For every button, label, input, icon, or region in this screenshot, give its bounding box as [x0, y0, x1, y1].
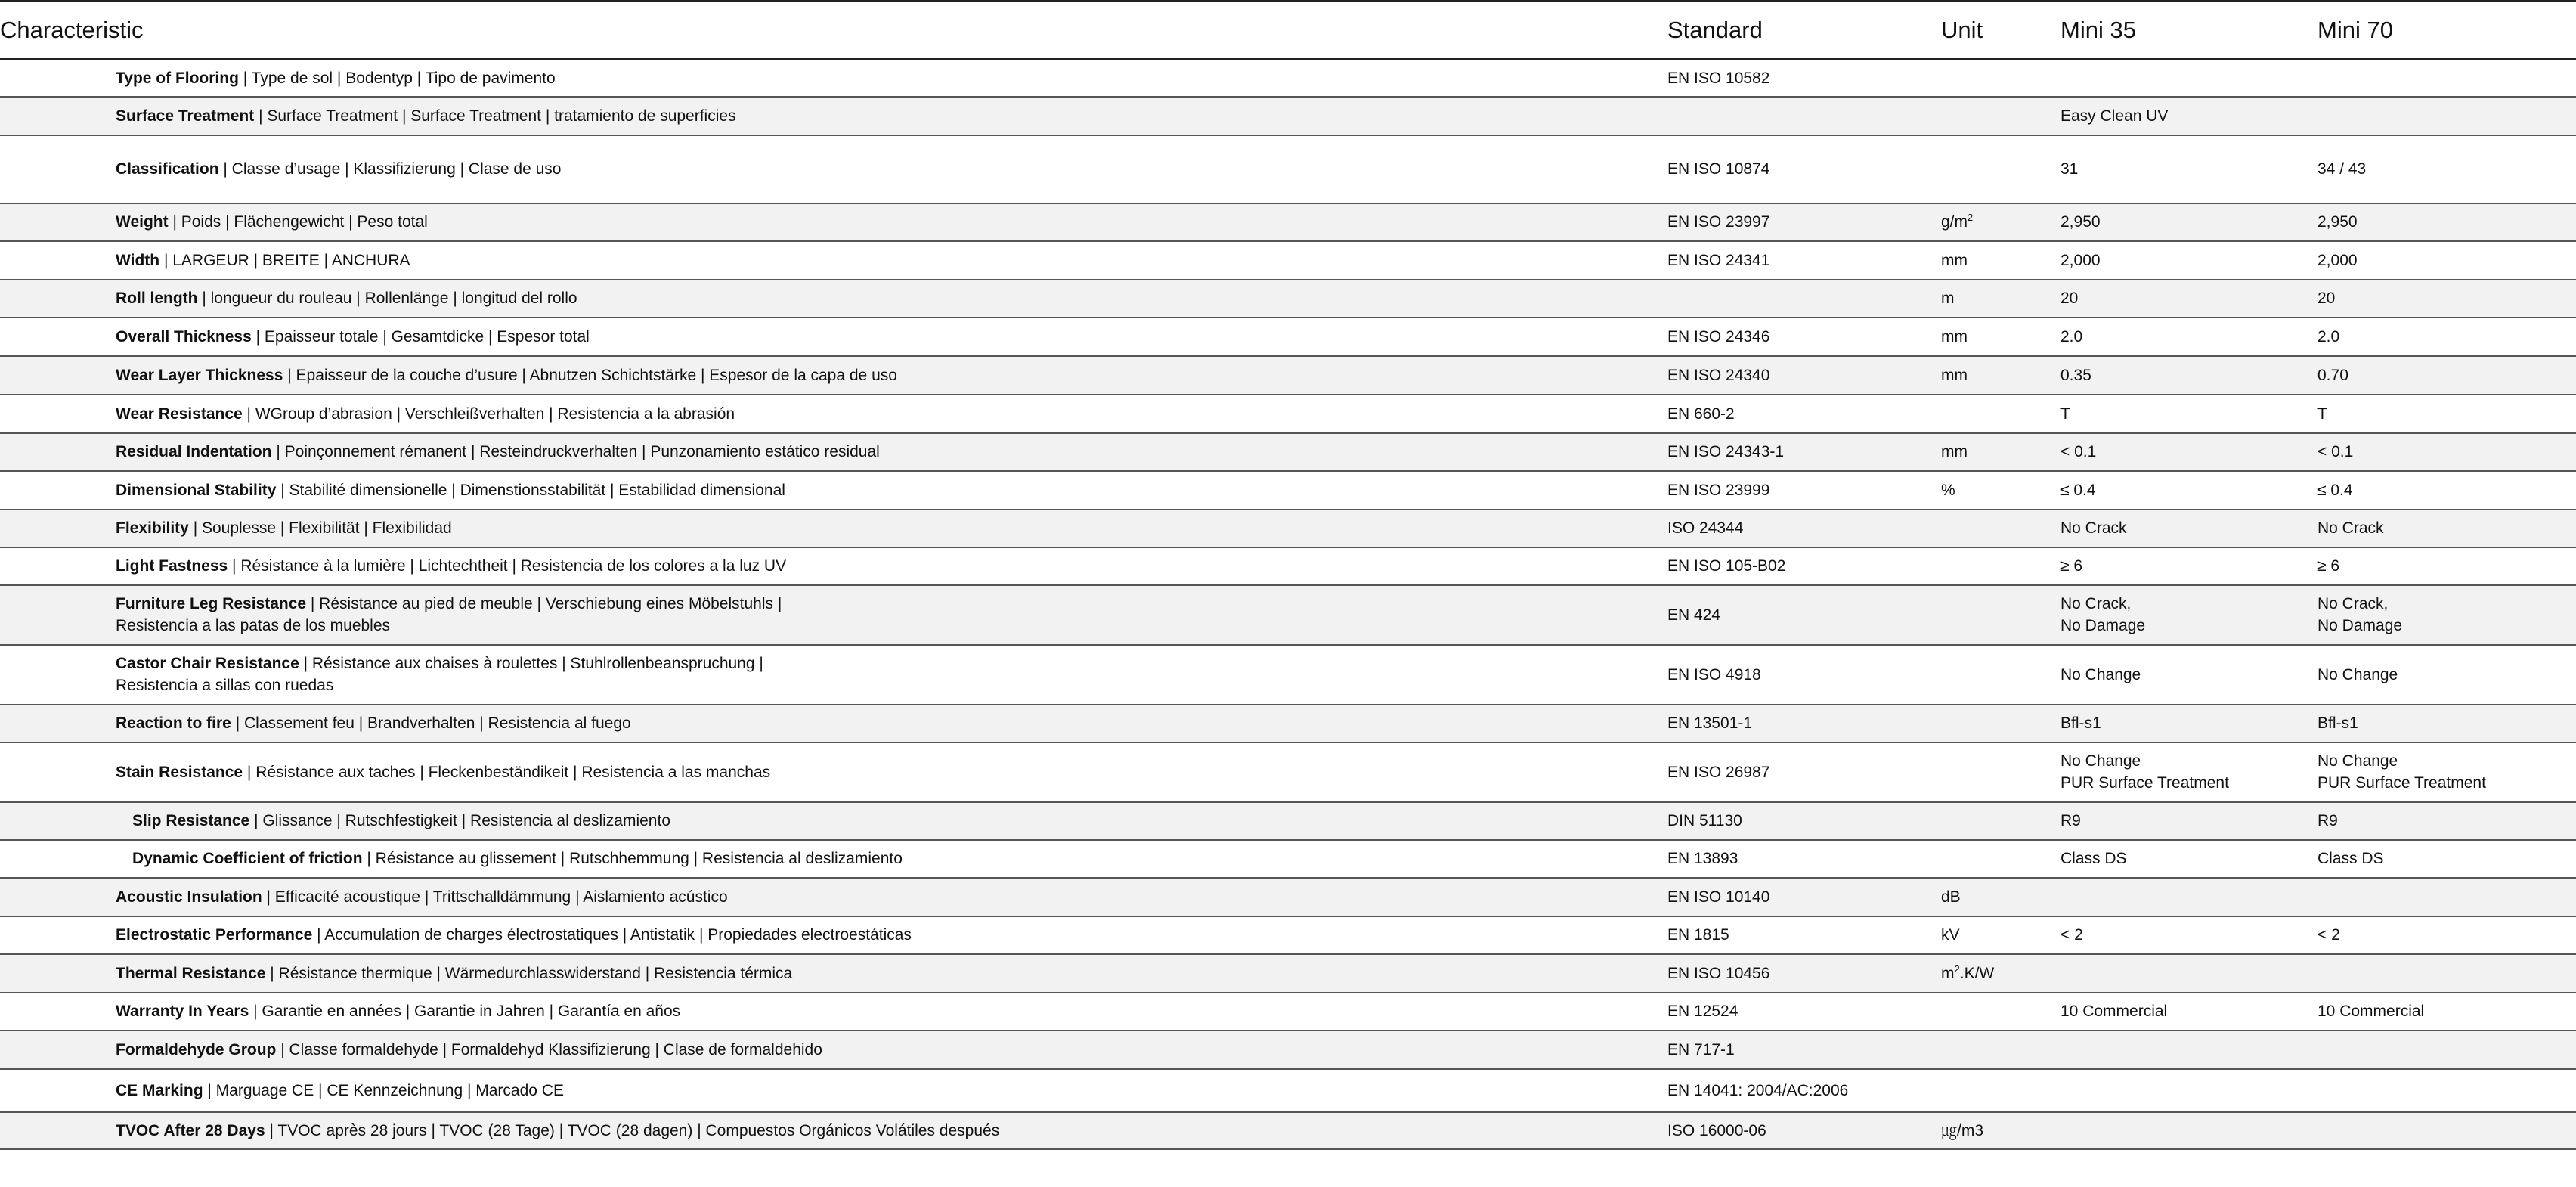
mini35-value: Easy Clean UV — [2060, 107, 2169, 125]
mini70-value: Bfl-s1 — [2317, 714, 2358, 732]
mini70-value: Class DS — [2317, 850, 2384, 867]
mini70-value: No Change — [2317, 665, 2398, 683]
unit-cell — [1941, 547, 2060, 585]
mini70-cell — [2317, 954, 2576, 993]
mini70-cell — [2317, 280, 2576, 318]
unit-cell — [1941, 916, 2060, 954]
characteristic-name: Width — [116, 251, 160, 269]
unit-cell — [1941, 318, 2060, 356]
standard-cell: EN ISO 24343-1 — [1667, 433, 1941, 471]
standard-cell: EN ISO 26987 — [1667, 742, 1941, 802]
standard-cell: ISO 16000-06 — [1667, 1112, 1941, 1149]
characteristic-cell — [0, 241, 1667, 280]
standard-cell: EN 13893 — [1667, 840, 1941, 878]
mini70-value: 10 Commercial — [2317, 1003, 2425, 1020]
characteristic-translations-line2: Resistencia a sillas con ruedas — [116, 677, 334, 694]
unit-text: mm — [1941, 327, 1968, 346]
characteristic-cell — [0, 318, 1667, 356]
mini35-cell — [2060, 645, 2317, 705]
standard-cell: EN ISO 23997 — [1667, 203, 1941, 241]
standard-cell — [1667, 280, 1941, 318]
mini35-cell — [2060, 97, 2317, 135]
mini70-cell — [2317, 840, 2576, 878]
mini35-value: Class DS — [2060, 850, 2127, 867]
standard-cell: EN ISO 24341 — [1667, 241, 1941, 280]
characteristic-name: Flexibility — [116, 519, 189, 537]
mini35-cell — [2060, 1112, 2317, 1149]
characteristic-translations: | Surface Treatment | Surface Treatment | tratamiento de superficies — [254, 107, 736, 125]
unit-text: dB — [1941, 888, 1961, 906]
characteristic-translations: | Classe formaldehyde | Formaldehyd Klassifizierung | Clase de formaldehido — [276, 1040, 822, 1058]
table-row — [0, 993, 2576, 1030]
unit-text: mm — [1941, 443, 1968, 460]
characteristic-name: Surface Treatment — [116, 107, 255, 125]
characteristic-name: Dimensional Stability — [116, 481, 277, 499]
table-row — [0, 954, 2576, 993]
table-row — [0, 97, 2576, 135]
mini35-value: 20 — [2060, 290, 2079, 307]
mini70-value: 34 / 43 — [2317, 160, 2367, 178]
unit-cell — [1941, 705, 2060, 742]
table-row — [0, 471, 2576, 510]
characteristic-translations: | Epaisseur totale | Gesamtdicke | Espesor total — [251, 327, 590, 346]
mini70-cell — [2317, 318, 2576, 356]
characteristic-cell — [0, 1112, 1667, 1149]
mini70-value: 2,000 — [2317, 251, 2358, 269]
characteristic-name: Warranty In Years — [116, 1003, 249, 1020]
characteristic-cell — [0, 395, 1667, 433]
unit-cell — [1941, 585, 2060, 645]
table-row — [0, 840, 2576, 878]
mini35-cell — [2060, 1030, 2317, 1069]
mini35-cell — [2060, 135, 2317, 203]
table-row — [0, 802, 2576, 840]
unit-cell — [1941, 1112, 2060, 1149]
unit-cell — [1941, 645, 2060, 705]
table-row — [0, 742, 2576, 802]
characteristic-name: Type of Flooring — [116, 69, 239, 87]
mini35-value: No Crack, — [2060, 595, 2132, 612]
standard-cell: EN 1815 — [1667, 916, 1941, 954]
header-row — [0, 2, 2576, 60]
mini70-cell — [2317, 585, 2576, 645]
mini35-value: No Change — [2060, 665, 2141, 683]
standard-cell: ISO 24344 — [1667, 510, 1941, 547]
mini35-cell — [2060, 60, 2317, 97]
mini70-value: < 0.1 — [2317, 443, 2354, 460]
characteristic-translations: | Garantie en années | Garantie in Jahren | Garantía en años — [249, 1003, 681, 1020]
table-row — [0, 645, 2576, 705]
table-row — [0, 510, 2576, 547]
characteristic-cell — [0, 280, 1667, 318]
mini35-cell — [2060, 585, 2317, 645]
mini35-cell — [2060, 356, 2317, 395]
standard-cell: EN ISO 10874 — [1667, 135, 1941, 203]
mini70-cell — [2317, 1030, 2576, 1069]
mini35-cell — [2060, 742, 2317, 802]
characteristic-translations: | Glissance | Rutschfestigkeit | Resistencia al deslizamiento — [249, 812, 671, 829]
mini70-cell — [2317, 705, 2576, 742]
mini35-cell — [2060, 318, 2317, 356]
unit-suffix: .K/W — [1959, 964, 1995, 982]
mini70-cell — [2317, 97, 2576, 135]
characteristic-translations: | longueur du rouleau | Rollenlänge | longitud del rollo — [197, 290, 577, 307]
mini70-cell — [2317, 645, 2576, 705]
characteristic-cell — [0, 705, 1667, 742]
unit-cell — [1941, 840, 2060, 878]
standard-cell: EN ISO 23999 — [1667, 471, 1941, 510]
characteristic-cell — [0, 954, 1667, 993]
characteristic-translations: | Accumulation de charges électrostatiques | Antistatik | Propiedades electroestáticas — [312, 926, 912, 944]
mini70-value: 2,950 — [2317, 213, 2358, 231]
characteristic-cell — [0, 742, 1667, 802]
characteristic-translations: | Résistance au pied de meuble | Verschiebung eines Möbelstuhls | — [306, 595, 782, 612]
table-row — [0, 135, 2576, 203]
table-row — [0, 395, 2576, 433]
characteristic-name: Wear Layer Thickness — [116, 366, 283, 384]
mini35-cell — [2060, 471, 2317, 510]
unit-cell — [1941, 471, 2060, 510]
unit-cell — [1941, 510, 2060, 547]
characteristic-name: TVOC After 28 Days — [116, 1121, 265, 1139]
characteristic-name: Thermal Resistance — [116, 964, 266, 982]
table-row — [0, 280, 2576, 318]
unit-text: mm — [1941, 366, 1968, 384]
characteristic-cell — [0, 471, 1667, 510]
table-row — [0, 1030, 2576, 1069]
characteristic-name: Formaldehyde Group — [116, 1040, 277, 1058]
table-row — [0, 203, 2576, 241]
characteristic-translations: | Marguage CE | CE Kennzeichnung | Marcado CE — [203, 1081, 564, 1099]
mini70-cell — [2317, 471, 2576, 510]
standard-cell: EN ISO 105-B02 — [1667, 547, 1941, 585]
unit-text: m — [1941, 290, 1955, 307]
table-row — [0, 433, 2576, 471]
standard-cell: EN 717-1 — [1667, 1030, 1941, 1069]
characteristic-name: Overall Thickness — [116, 327, 252, 346]
characteristic-name: Roll length — [116, 290, 198, 307]
table-row — [0, 878, 2576, 916]
characteristic-translations: | Résistance à la lumière | Lichtechtheit | Resistencia de los colores a la luz UV — [228, 557, 787, 575]
mini35-cell — [2060, 1069, 2317, 1112]
mini35-cell — [2060, 916, 2317, 954]
characteristic-translations: | Stabilité dimensionelle | Dimenstionsstabilität | Estabilidad dimensional — [276, 481, 785, 499]
characteristic-cell — [0, 916, 1667, 954]
unit-text: % — [1941, 481, 1955, 499]
mini35-value: < 0.1 — [2060, 443, 2097, 460]
unit-cell — [1941, 280, 2060, 318]
characteristic-cell — [0, 60, 1667, 97]
characteristic-translations: | Classement feu | Brandverhalten | Resistencia al fuego — [231, 714, 631, 732]
characteristic-cell — [0, 356, 1667, 395]
mini35-value-line2: No Damage — [2060, 617, 2146, 634]
mini35-value: T — [2060, 404, 2070, 423]
mini70-cell — [2317, 203, 2576, 241]
mini35-value: < 2 — [2060, 926, 2083, 944]
header-mini70: Mini 70 — [2317, 2, 2576, 60]
characteristic-cell — [0, 878, 1667, 916]
header-unit: Unit — [1941, 2, 2060, 60]
characteristic-cell — [0, 1030, 1667, 1069]
mini35-cell — [2060, 280, 2317, 318]
mini35-cell — [2060, 395, 2317, 433]
characteristic-translations: | Efficacité acoustique | Trittschalldämmung | Aislamiento acústico — [262, 888, 728, 906]
characteristic-cell — [0, 645, 1667, 705]
mini70-cell — [2317, 135, 2576, 203]
mini70-cell — [2317, 742, 2576, 802]
characteristic-name: Stain Resistance — [116, 763, 243, 781]
characteristic-name: Dynamic Coefficient of friction — [132, 850, 363, 867]
mini70-cell — [2317, 1069, 2576, 1112]
mini70-value: 2.0 — [2317, 327, 2340, 346]
characteristic-name: Wear Resistance — [116, 404, 243, 423]
standard-cell: EN ISO 24346 — [1667, 318, 1941, 356]
characteristic-translations: | Souplesse | Flexibilität | Flexibilidad — [188, 519, 452, 537]
table-row — [0, 356, 2576, 395]
table-row — [0, 1069, 2576, 1112]
unit-cell — [1941, 203, 2060, 241]
header-mini35: Mini 35 — [2060, 2, 2317, 60]
mini70-cell — [2317, 1112, 2576, 1149]
mini35-cell — [2060, 241, 2317, 280]
characteristic-translations: | Poinçonnement rémanent | Resteindruckverhalten | Punzonamiento estático residual — [271, 443, 880, 460]
mini70-value: No Change — [2317, 752, 2398, 770]
characteristic-name: Classification — [116, 160, 219, 178]
standard-cell: EN 12524 — [1667, 993, 1941, 1030]
characteristic-translations: | Classe d’usage | Klassifizierung | Clase de uso — [218, 160, 562, 178]
characteristic-name: Castor Chair Resistance — [116, 655, 299, 672]
characteristic-translations: | Poids | Flächengewicht | Peso total — [168, 213, 428, 231]
mini35-cell — [2060, 954, 2317, 993]
mini35-value: 31 — [2060, 160, 2079, 178]
mini70-cell — [2317, 916, 2576, 954]
unit-superscript: 2 — [1954, 962, 1960, 975]
mini35-cell — [2060, 203, 2317, 241]
unit-cell — [1941, 1069, 2060, 1112]
standard-cell: EN 424 — [1667, 585, 1941, 645]
mini70-value: No Crack — [2317, 519, 2384, 537]
characteristic-translations: | Résistance aux chaises à roulettes | Stuhlrollenbeanspruchung | — [299, 655, 763, 672]
characteristic-name: Light Fastness — [116, 557, 228, 575]
mini35-value: 2.0 — [2060, 327, 2083, 346]
characteristic-cell — [0, 840, 1667, 878]
table-row — [0, 241, 2576, 280]
table-row — [0, 705, 2576, 742]
mini70-cell — [2317, 510, 2576, 547]
characteristic-name: Electrostatic Performance — [116, 926, 313, 944]
mini35-cell — [2060, 705, 2317, 742]
characteristic-translations-line2: Resistencia a las patas de los muebles — [116, 617, 391, 634]
mini35-value: ≤ 0.4 — [2060, 481, 2096, 499]
mini70-value-line2: PUR Surface Treatment — [2317, 774, 2486, 792]
unit-cell — [1941, 241, 2060, 280]
characteristic-name: Slip Resistance — [132, 812, 250, 829]
standard-cell: EN ISO 10140 — [1667, 878, 1941, 916]
characteristic-cell — [0, 135, 1667, 203]
mini35-cell — [2060, 510, 2317, 547]
mini35-value: No Crack — [2060, 519, 2127, 537]
unit-cell — [1941, 433, 2060, 471]
characteristic-cell — [0, 802, 1667, 840]
unit-cell — [1941, 356, 2060, 395]
characteristic-translations: | WGroup d’abrasion | Verschleißverhalten | Resistencia a la abrasión — [242, 404, 735, 423]
characteristic-name: Residual Indentation — [116, 443, 272, 460]
unit-cell — [1941, 802, 2060, 840]
characteristic-translations: | Résistance thermique | Wärmedurchlasswiderstand | Resistencia térmica — [265, 964, 793, 982]
characteristic-translations: | LARGEUR | BREITE | ANCHURA — [159, 251, 410, 269]
mini70-cell — [2317, 395, 2576, 433]
characteristic-name: CE Marking — [116, 1081, 203, 1099]
standard-cell: EN 14041: 2004/AC:2006 — [1667, 1069, 1941, 1112]
table-row — [0, 547, 2576, 585]
table-row — [0, 318, 2576, 356]
characteristic-translations: | Résistance aux taches | Fleckenbeständikeit | Resistencia a las manchas — [243, 763, 771, 781]
table-row — [0, 60, 2576, 97]
mini35-value: 2,950 — [2060, 213, 2101, 231]
mini70-cell — [2317, 993, 2576, 1030]
standard-cell: DIN 51130 — [1667, 802, 1941, 840]
mini35-value: R9 — [2060, 812, 2081, 829]
mini35-cell — [2060, 840, 2317, 878]
header-standard: Standard — [1667, 2, 1941, 60]
unit-cell — [1941, 954, 2060, 993]
unit-cell — [1941, 1030, 2060, 1069]
mini35-cell — [2060, 878, 2317, 916]
mini70-value: < 2 — [2317, 926, 2340, 944]
unit-cell — [1941, 878, 2060, 916]
characteristic-cell — [0, 1069, 1667, 1112]
characteristic-name: Reaction to fire — [116, 714, 231, 732]
characteristic-name: Weight — [116, 213, 169, 231]
mini35-value-line2: PUR Surface Treatment — [2060, 774, 2229, 792]
mini70-value: 20 — [2317, 290, 2336, 307]
mini70-cell — [2317, 878, 2576, 916]
unit-text: kV — [1941, 926, 1960, 944]
header-characteristic: Characteristic — [0, 2, 1667, 60]
unit-text: mm — [1941, 251, 1968, 269]
table-row — [0, 1112, 2576, 1149]
table-row — [0, 916, 2576, 954]
mini35-value: ≥ 6 — [2060, 557, 2083, 575]
mini70-value: ≥ 6 — [2317, 557, 2340, 575]
characteristic-cell — [0, 433, 1667, 471]
mini70-value-line2: No Damage — [2317, 617, 2403, 634]
characteristic-translations: | Résistance au glissement | Rutschhemmung | Resistencia al deslizamiento — [362, 850, 903, 867]
mini70-cell — [2317, 802, 2576, 840]
mini70-cell — [2317, 547, 2576, 585]
mini70-value: R9 — [2317, 812, 2338, 829]
characteristic-cell — [0, 97, 1667, 135]
mini70-cell — [2317, 60, 2576, 97]
standard-cell: EN 13501-1 — [1667, 705, 1941, 742]
mini35-value: 0.35 — [2060, 366, 2091, 384]
characteristic-cell — [0, 203, 1667, 241]
mini35-cell — [2060, 433, 2317, 471]
characteristic-cell — [0, 547, 1667, 585]
mini70-value: No Crack, — [2317, 595, 2389, 612]
standard-cell: EN ISO 24340 — [1667, 356, 1941, 395]
unit-cell — [1941, 395, 2060, 433]
mini70-cell — [2317, 356, 2576, 395]
table-row — [0, 585, 2576, 645]
unit-cell — [1941, 742, 2060, 802]
unit-cell — [1941, 97, 2060, 135]
unit-cell — [1941, 993, 2060, 1030]
mini35-value: Bfl-s1 — [2060, 714, 2101, 732]
characteristic-translations: | TVOC après 28 jours | TVOC (28 Tage) | TVOC (28 dagen) | Compuestos Orgánicos Volátiles después — [265, 1121, 1000, 1139]
standard-cell: EN ISO 4918 — [1667, 645, 1941, 705]
characteristic-name: Acoustic Insulation — [116, 888, 262, 906]
mini70-value: 0.70 — [2317, 366, 2348, 384]
characteristic-cell — [0, 993, 1667, 1030]
mini70-cell — [2317, 433, 2576, 471]
standard-cell — [1667, 97, 1941, 135]
unit-cell — [1941, 60, 2060, 97]
unit-text: g/m — [1941, 213, 1968, 231]
unit-text: ㎍/m3 — [1941, 1121, 1984, 1139]
unit-superscript: 2 — [1968, 212, 1974, 223]
mini35-value: 2,000 — [2060, 251, 2101, 269]
mini70-value: ≤ 0.4 — [2317, 481, 2353, 499]
mini70-cell — [2317, 241, 2576, 280]
characteristic-translations: | Type de sol | Bodentyp | Tipo de pavimento — [238, 69, 556, 87]
mini35-value: 10 Commercial — [2060, 1003, 2168, 1020]
unit-cell — [1941, 135, 2060, 203]
standard-cell: EN ISO 10582 — [1667, 60, 1941, 97]
mini35-cell — [2060, 993, 2317, 1030]
standard-cell: EN ISO 10456 — [1667, 954, 1941, 993]
mini35-cell — [2060, 547, 2317, 585]
mini35-value: No Change — [2060, 752, 2141, 770]
characteristic-name: Furniture Leg Resistance — [116, 595, 307, 612]
characteristic-cell — [0, 585, 1667, 645]
characteristic-cell — [0, 510, 1667, 547]
characteristic-translations: | Epaisseur de la couche d’usure | Abnutzen Schichtstärke | Espesor de la capa de uso — [283, 366, 897, 384]
unit-text: m — [1941, 964, 1955, 982]
standard-cell: EN 660-2 — [1667, 395, 1941, 433]
mini70-value: T — [2317, 404, 2327, 423]
mini35-cell — [2060, 802, 2317, 840]
